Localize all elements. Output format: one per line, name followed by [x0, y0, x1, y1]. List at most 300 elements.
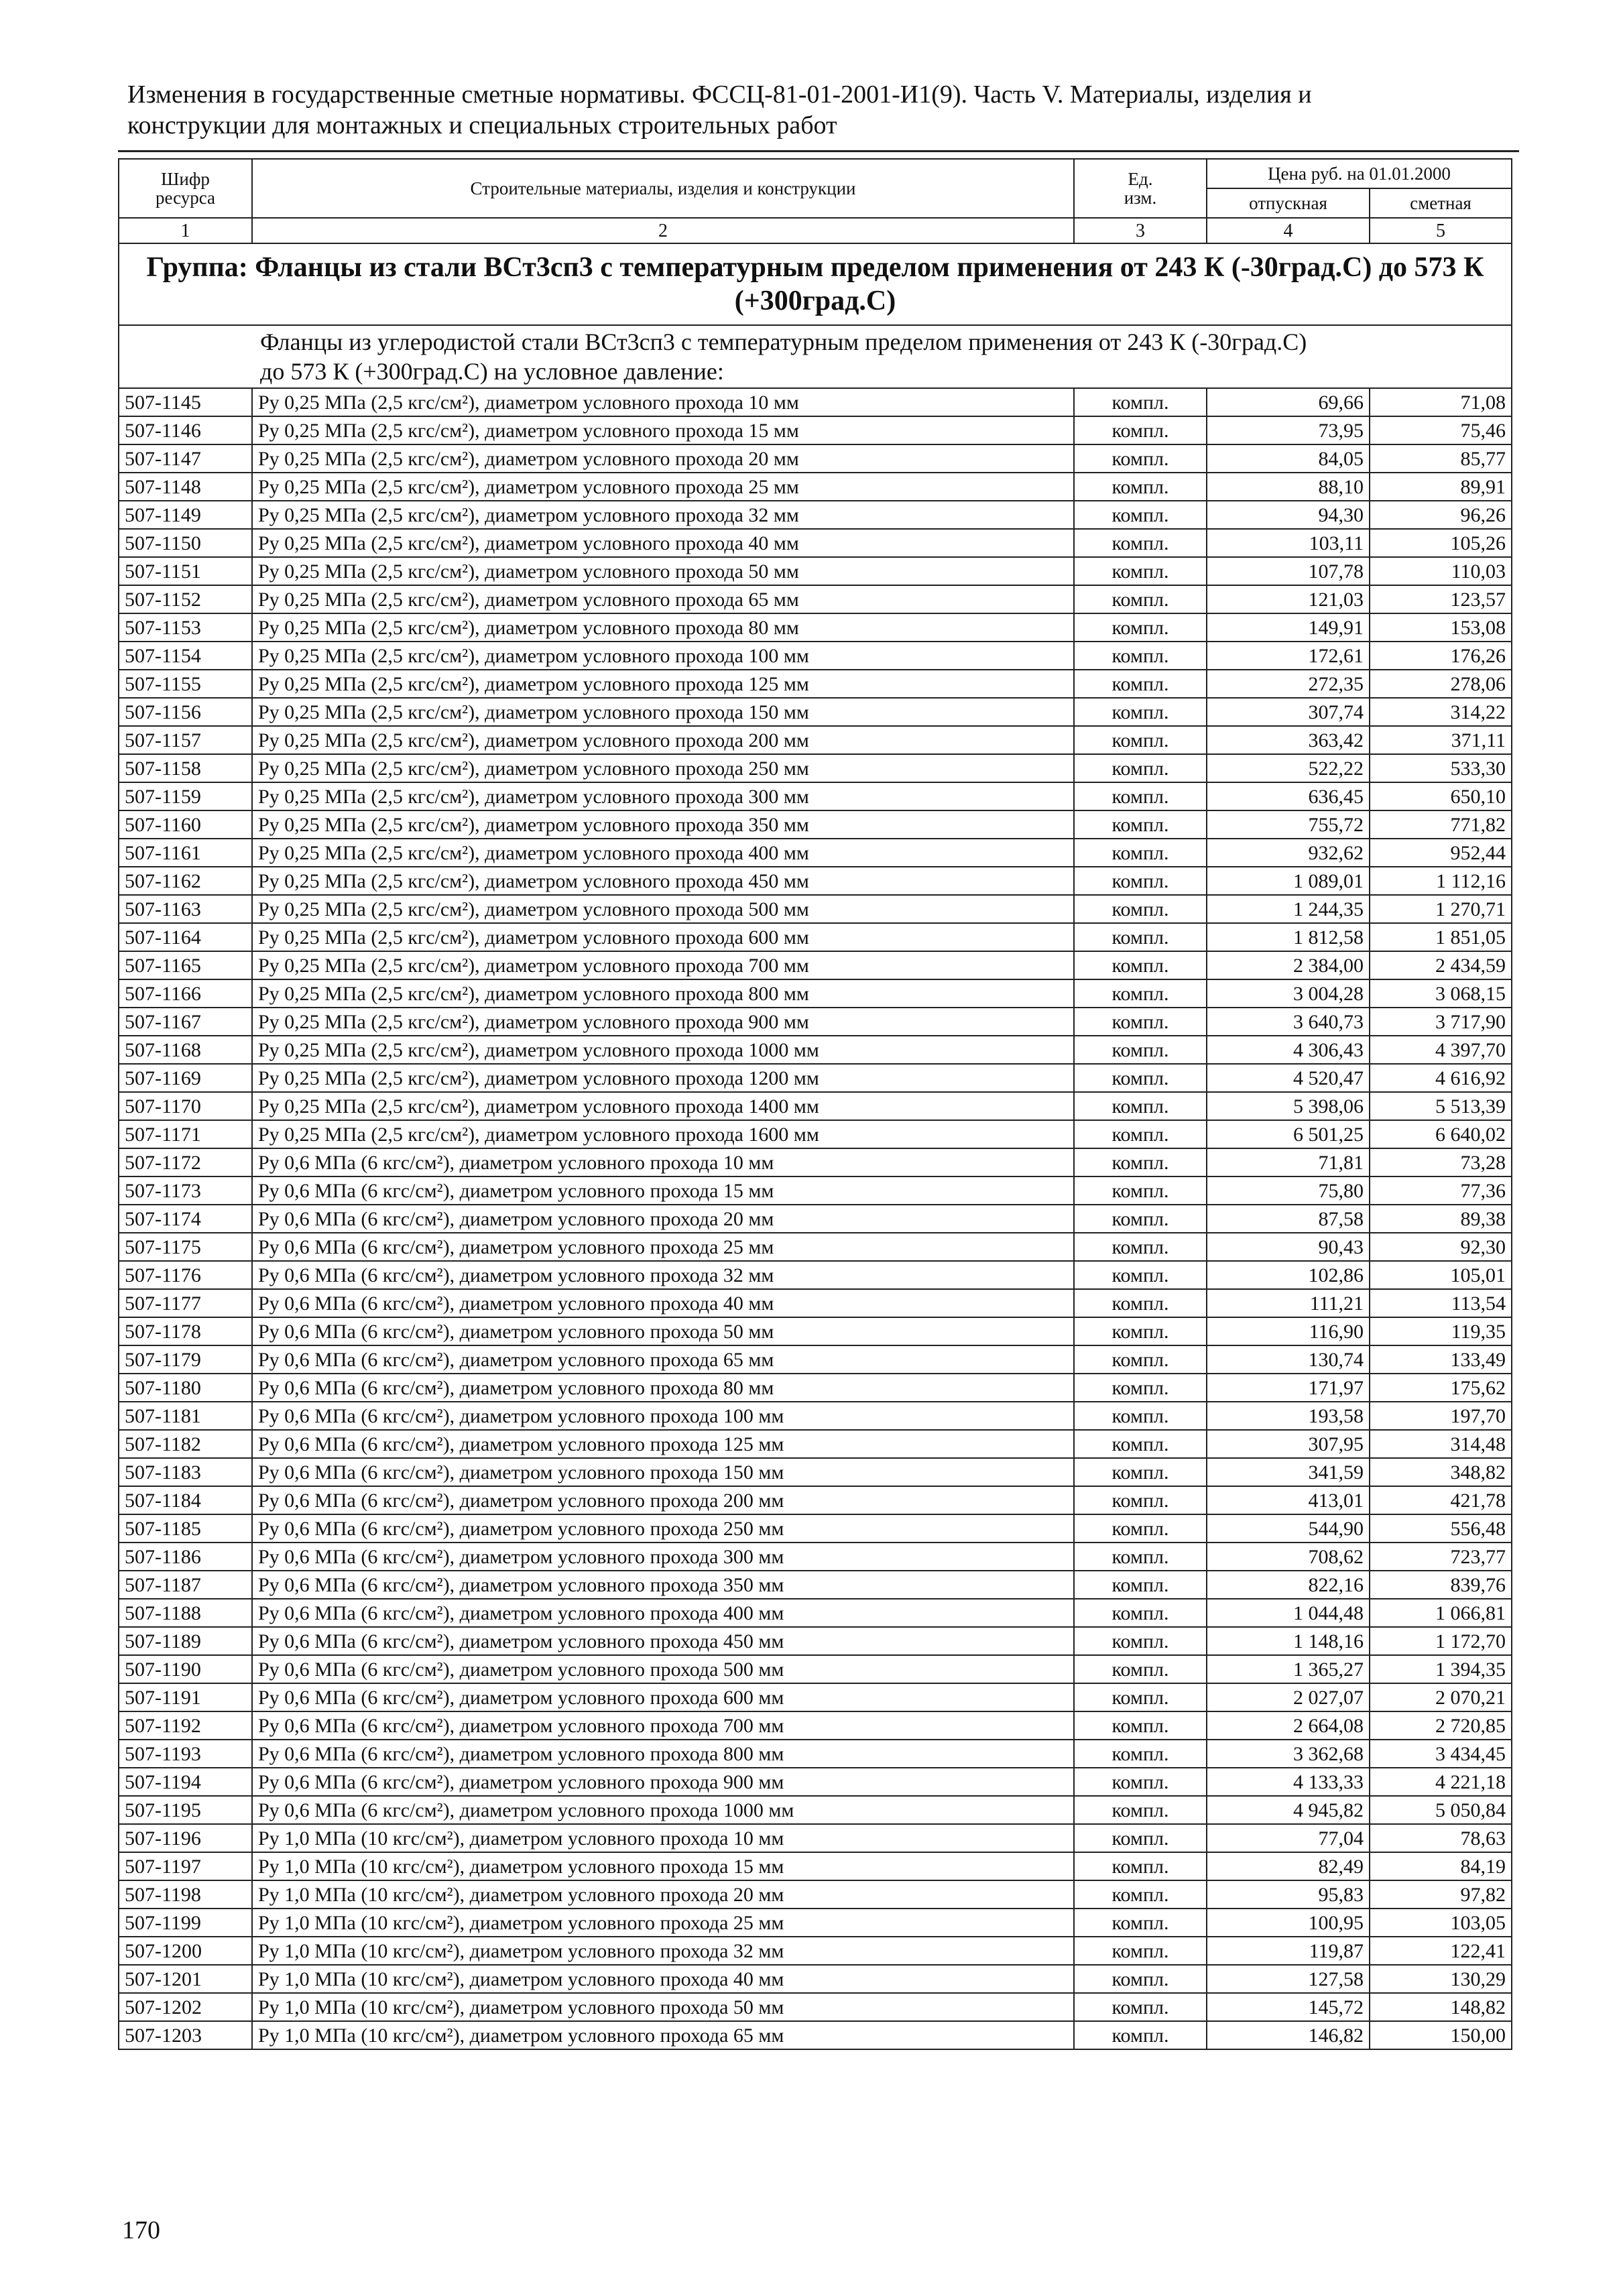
material-name: Ру 0,25 МПа (2,5 кгс/см²), диаметром условного прохода 10 мм — [252, 388, 1074, 416]
material-name: Ру 0,6 МПа (6 кгс/см²), диаметром условного прохода 100 мм — [252, 1402, 1074, 1430]
unit-of-measure: компл. — [1074, 473, 1207, 501]
release-price: 522,22 — [1207, 754, 1370, 782]
release-price: 2 384,00 — [1207, 951, 1370, 979]
table-row — [119, 1880, 1512, 1909]
resource-code: 507-1203 — [119, 2021, 252, 2049]
release-price: 193,58 — [1207, 1402, 1370, 1430]
table-row — [119, 1064, 1512, 1092]
material-name: Ру 0,6 МПа (6 кгс/см²), диаметром условного прохода 400 мм — [252, 1599, 1074, 1627]
table-row — [119, 1176, 1512, 1205]
table-row — [119, 782, 1512, 810]
estimate-price: 75,46 — [1370, 416, 1512, 444]
estimate-price: 1 394,35 — [1370, 1655, 1512, 1683]
resource-code: 507-1198 — [119, 1880, 252, 1909]
estimate-price: 421,78 — [1370, 1486, 1512, 1514]
column-number: 5 — [1370, 218, 1512, 243]
material-name: Ру 0,25 МПа (2,5 кгс/см²), диаметром условного прохода 1400 мм — [252, 1092, 1074, 1120]
material-name: Ру 0,25 МПа (2,5 кгс/см²), диаметром условного прохода 25 мм — [252, 473, 1074, 501]
unit-of-measure: компл. — [1074, 1008, 1207, 1036]
release-price: 755,72 — [1207, 810, 1370, 839]
unit-of-measure: компл. — [1074, 1486, 1207, 1514]
table-row — [119, 2021, 1512, 2049]
unit-of-measure: компл. — [1074, 1514, 1207, 1543]
table-row — [119, 1261, 1512, 1289]
column-number: 2 — [252, 218, 1074, 243]
unit-of-measure: компл. — [1074, 1402, 1207, 1430]
material-name: Ру 0,25 МПа (2,5 кгс/см²), диаметром условного прохода 15 мм — [252, 416, 1074, 444]
estimate-price: 150,00 — [1370, 2021, 1512, 2049]
estimate-price: 3 068,15 — [1370, 979, 1512, 1008]
unit-of-measure: компл. — [1074, 1036, 1207, 1064]
resource-code: 507-1195 — [119, 1796, 252, 1824]
table-row — [119, 839, 1512, 867]
material-name: Ру 0,25 МПа (2,5 кгс/см²), диаметром условного прохода 50 мм — [252, 557, 1074, 585]
material-name: Ру 0,6 МПа (6 кгс/см²), диаметром условного прохода 32 мм — [252, 1261, 1074, 1289]
release-price: 4 945,82 — [1207, 1796, 1370, 1824]
resource-code: 507-1179 — [119, 1345, 252, 1374]
estimate-price: 133,49 — [1370, 1345, 1512, 1374]
subgroup-title-line-2: до 573 К (+300град.С) на условное давление: — [260, 358, 724, 385]
unit-of-measure: компл. — [1074, 1120, 1207, 1148]
resource-code: 507-1167 — [119, 1008, 252, 1036]
release-price: 4 133,33 — [1207, 1768, 1370, 1796]
estimate-price: 1 270,71 — [1370, 895, 1512, 923]
table-row — [119, 1740, 1512, 1768]
material-name: Ру 0,25 МПа (2,5 кгс/см²), диаметром условного прохода 80 мм — [252, 613, 1074, 642]
estimate-price: 103,05 — [1370, 1909, 1512, 1937]
release-price: 71,81 — [1207, 1148, 1370, 1176]
release-price: 100,95 — [1207, 1909, 1370, 1937]
resource-code: 507-1165 — [119, 951, 252, 979]
resource-code: 507-1201 — [119, 1965, 252, 1993]
unit-of-measure: компл. — [1074, 1993, 1207, 2021]
table-row — [119, 1768, 1512, 1796]
estimate-price: 176,26 — [1370, 642, 1512, 670]
unit-of-measure: компл. — [1074, 698, 1207, 726]
table-row — [119, 1571, 1512, 1599]
table-row — [119, 1458, 1512, 1486]
resource-code: 507-1192 — [119, 1711, 252, 1740]
estimate-price: 175,62 — [1370, 1374, 1512, 1402]
resource-code: 507-1157 — [119, 726, 252, 754]
table-row — [119, 1514, 1512, 1543]
table-row — [119, 698, 1512, 726]
unit-of-measure: компл. — [1074, 1909, 1207, 1937]
estimate-price: 89,91 — [1370, 473, 1512, 501]
material-name: Ру 0,25 МПа (2,5 кгс/см²), диаметром условного прохода 200 мм — [252, 726, 1074, 754]
column-number: 4 — [1207, 218, 1370, 243]
release-price: 171,97 — [1207, 1374, 1370, 1402]
table-row — [119, 1008, 1512, 1036]
release-price: 4 520,47 — [1207, 1064, 1370, 1092]
estimate-price: 771,82 — [1370, 810, 1512, 839]
resource-code: 507-1160 — [119, 810, 252, 839]
material-name: Ру 0,25 МПа (2,5 кгс/см²), диаметром условного прохода 400 мм — [252, 839, 1074, 867]
estimate-price: 78,63 — [1370, 1824, 1512, 1852]
table-row — [119, 1430, 1512, 1458]
column-header-unit-line-2: изм. — [1124, 188, 1157, 208]
material-name: Ру 0,25 МПа (2,5 кгс/см²), диаметром условного прохода 20 мм — [252, 444, 1074, 473]
unit-of-measure: компл. — [1074, 1430, 1207, 1458]
resource-code: 507-1153 — [119, 613, 252, 642]
resource-code: 507-1180 — [119, 1374, 252, 1402]
estimate-price: 278,06 — [1370, 670, 1512, 698]
material-name: Ру 0,25 МПа (2,5 кгс/см²), диаметром условного прохода 1000 мм — [252, 1036, 1074, 1064]
unit-of-measure: компл. — [1074, 1852, 1207, 1880]
table-row — [119, 557, 1512, 585]
table-row — [119, 642, 1512, 670]
unit-of-measure: компл. — [1074, 810, 1207, 839]
release-price: 1 044,48 — [1207, 1599, 1370, 1627]
unit-of-measure: компл. — [1074, 726, 1207, 754]
unit-of-measure: компл. — [1074, 1711, 1207, 1740]
estimate-price: 4 397,70 — [1370, 1036, 1512, 1064]
estimate-price: 952,44 — [1370, 839, 1512, 867]
estimate-price: 97,82 — [1370, 1880, 1512, 1909]
material-name: Ру 0,6 МПа (6 кгс/см²), диаметром условного прохода 125 мм — [252, 1430, 1074, 1458]
resource-code: 507-1169 — [119, 1064, 252, 1092]
material-name: Ру 1,0 МПа (10 кгс/см²), диаметром условного прохода 32 мм — [252, 1937, 1074, 1965]
unit-of-measure: компл. — [1074, 754, 1207, 782]
table-row — [119, 1120, 1512, 1148]
unit-of-measure: компл. — [1074, 1233, 1207, 1261]
subgroup-title — [119, 325, 1512, 388]
header-line-2: конструкции для монтажных и специальных строительных работ — [127, 111, 837, 139]
release-price: 932,62 — [1207, 839, 1370, 867]
unit-of-measure: компл. — [1074, 951, 1207, 979]
table-row — [119, 1965, 1512, 1993]
material-name: Ру 0,6 МПа (6 кгс/см²), диаметром условного прохода 40 мм — [252, 1289, 1074, 1317]
estimate-price: 650,10 — [1370, 782, 1512, 810]
estimate-price: 89,38 — [1370, 1205, 1512, 1233]
unit-of-measure: компл. — [1074, 613, 1207, 642]
resource-code: 507-1186 — [119, 1543, 252, 1571]
resource-code: 507-1146 — [119, 416, 252, 444]
estimate-price: 85,77 — [1370, 444, 1512, 473]
resource-code: 507-1177 — [119, 1289, 252, 1317]
release-price: 413,01 — [1207, 1486, 1370, 1514]
unit-of-measure: компл. — [1074, 388, 1207, 416]
release-price: 272,35 — [1207, 670, 1370, 698]
unit-of-measure: компл. — [1074, 1655, 1207, 1683]
release-price: 544,90 — [1207, 1514, 1370, 1543]
unit-of-measure: компл. — [1074, 1768, 1207, 1796]
material-name: Ру 0,6 МПа (6 кгс/см²), диаметром условного прохода 50 мм — [252, 1317, 1074, 1345]
material-name: Ру 0,25 МПа (2,5 кгс/см²), диаметром условного прохода 1600 мм — [252, 1120, 1074, 1148]
table-row — [119, 1909, 1512, 1937]
column-header-price: Цена руб. на 01.01.2000 — [1207, 159, 1512, 188]
resource-code: 507-1185 — [119, 1514, 252, 1543]
resource-code: 507-1166 — [119, 979, 252, 1008]
material-name: Ру 0,25 МПа (2,5 кгс/см²), диаметром условного прохода 125 мм — [252, 670, 1074, 698]
estimate-price: 5 513,39 — [1370, 1092, 1512, 1120]
release-price: 69,66 — [1207, 388, 1370, 416]
resource-code: 507-1156 — [119, 698, 252, 726]
column-number: 3 — [1074, 218, 1207, 243]
material-name: Ру 0,6 МПа (6 кгс/см²), диаметром условного прохода 10 мм — [252, 1148, 1074, 1176]
material-name: Ру 0,25 МПа (2,5 кгс/см²), диаметром условного прохода 450 мм — [252, 867, 1074, 895]
unit-of-measure: компл. — [1074, 416, 1207, 444]
release-price: 73,95 — [1207, 416, 1370, 444]
table-row — [119, 1317, 1512, 1345]
estimate-price: 96,26 — [1370, 501, 1512, 529]
release-price: 88,10 — [1207, 473, 1370, 501]
estimate-price: 71,08 — [1370, 388, 1512, 416]
material-name: Ру 0,25 МПа (2,5 кгс/см²), диаметром условного прохода 300 мм — [252, 782, 1074, 810]
release-price: 116,90 — [1207, 1317, 1370, 1345]
unit-of-measure: компл. — [1074, 1289, 1207, 1317]
material-name: Ру 0,25 МПа (2,5 кгс/см²), диаметром условного прохода 900 мм — [252, 1008, 1074, 1036]
column-number: 1 — [119, 218, 252, 243]
column-header-code-line-1: Шифр — [161, 169, 210, 189]
material-name: Ру 0,6 МПа (6 кгс/см²), диаметром условного прохода 1000 мм — [252, 1796, 1074, 1824]
estimate-price: 723,77 — [1370, 1543, 1512, 1571]
estimate-price: 2 720,85 — [1370, 1711, 1512, 1740]
estimate-price: 84,19 — [1370, 1852, 1512, 1880]
estimate-price: 2 434,59 — [1370, 951, 1512, 979]
material-name: Ру 0,6 МПа (6 кгс/см²), диаметром условного прохода 15 мм — [252, 1176, 1074, 1205]
material-name: Ру 0,6 МПа (6 кгс/см²), диаметром условного прохода 150 мм — [252, 1458, 1074, 1486]
material-name: Ру 0,25 МПа (2,5 кгс/см²), диаметром условного прохода 800 мм — [252, 979, 1074, 1008]
unit-of-measure: компл. — [1074, 1458, 1207, 1486]
material-name: Ру 0,6 МПа (6 кгс/см²), диаметром условного прохода 20 мм — [252, 1205, 1074, 1233]
release-price: 84,05 — [1207, 444, 1370, 473]
material-name: Ру 0,6 МПа (6 кгс/см²), диаметром условного прохода 80 мм — [252, 1374, 1074, 1402]
release-price: 1 365,27 — [1207, 1655, 1370, 1683]
estimate-price: 3 434,45 — [1370, 1740, 1512, 1768]
table-header-row — [119, 159, 1512, 188]
release-price: 307,74 — [1207, 698, 1370, 726]
unit-of-measure: компл. — [1074, 1740, 1207, 1768]
estimate-price: 123,57 — [1370, 585, 1512, 613]
material-name: Ру 0,25 МПа (2,5 кгс/см²), диаметром условного прохода 600 мм — [252, 923, 1074, 951]
estimate-price: 6 640,02 — [1370, 1120, 1512, 1148]
estimate-price: 153,08 — [1370, 613, 1512, 642]
resource-code: 507-1171 — [119, 1120, 252, 1148]
release-price: 2 027,07 — [1207, 1683, 1370, 1711]
table-row — [119, 1627, 1512, 1655]
material-name: Ру 0,25 МПа (2,5 кгс/см²), диаметром условного прохода 40 мм — [252, 529, 1074, 557]
release-price: 77,04 — [1207, 1824, 1370, 1852]
unit-of-measure: компл. — [1074, 642, 1207, 670]
release-price: 95,83 — [1207, 1880, 1370, 1909]
release-price: 130,74 — [1207, 1345, 1370, 1374]
estimate-price: 92,30 — [1370, 1233, 1512, 1261]
material-name: Ру 0,6 МПа (6 кгс/см²), диаметром условного прохода 700 мм — [252, 1711, 1074, 1740]
column-header-release-price: отпускная — [1207, 188, 1370, 218]
material-name: Ру 0,25 МПа (2,5 кгс/см²), диаметром условного прохода 65 мм — [252, 585, 1074, 613]
resource-code: 507-1163 — [119, 895, 252, 923]
resource-code: 507-1145 — [119, 388, 252, 416]
table-row — [119, 1796, 1512, 1824]
material-name: Ру 0,25 МПа (2,5 кгс/см²), диаметром условного прохода 32 мм — [252, 501, 1074, 529]
estimate-price: 122,41 — [1370, 1937, 1512, 1965]
column-number-row — [119, 218, 1512, 243]
header-line-1: Изменения в государственные сметные нормативы. ФССЦ-81-01-2001-И1(9). Часть V. Материалы, изделия и — [127, 80, 1312, 109]
unit-of-measure: компл. — [1074, 1205, 1207, 1233]
unit-of-measure: компл. — [1074, 1824, 1207, 1852]
release-price: 708,62 — [1207, 1543, 1370, 1571]
unit-of-measure: компл. — [1074, 1064, 1207, 1092]
table-row — [119, 1852, 1512, 1880]
unit-of-measure: компл. — [1074, 1683, 1207, 1711]
material-name: Ру 0,25 МПа (2,5 кгс/см²), диаметром условного прохода 1200 мм — [252, 1064, 1074, 1092]
table-row — [119, 416, 1512, 444]
table-row — [119, 1092, 1512, 1120]
table-row — [119, 923, 1512, 951]
unit-of-measure: компл. — [1074, 782, 1207, 810]
resource-code: 507-1188 — [119, 1599, 252, 1627]
document-header — [127, 79, 1515, 141]
resource-code: 507-1162 — [119, 867, 252, 895]
material-name: Ру 0,25 МПа (2,5 кгс/см²), диаметром условного прохода 350 мм — [252, 810, 1074, 839]
unit-of-measure: компл. — [1074, 1176, 1207, 1205]
release-price: 1 812,58 — [1207, 923, 1370, 951]
column-header-estimate-price: сметная — [1370, 188, 1512, 218]
release-price: 2 664,08 — [1207, 1711, 1370, 1740]
column-header-code — [119, 159, 252, 218]
table-row — [119, 613, 1512, 642]
estimate-price: 1 851,05 — [1370, 923, 1512, 951]
table-row — [119, 1655, 1512, 1683]
estimate-price: 73,28 — [1370, 1148, 1512, 1176]
price-table-body — [119, 243, 1512, 2049]
estimate-price: 314,48 — [1370, 1430, 1512, 1458]
release-price: 1 244,35 — [1207, 895, 1370, 923]
release-price: 82,49 — [1207, 1852, 1370, 1880]
material-name: Ру 1,0 МПа (10 кгс/см²), диаметром условного прохода 40 мм — [252, 1965, 1074, 1993]
unit-of-measure: компл. — [1074, 1317, 1207, 1345]
resource-code: 507-1168 — [119, 1036, 252, 1064]
unit-of-measure: компл. — [1074, 1880, 1207, 1909]
material-name: Ру 1,0 МПа (10 кгс/см²), диаметром условного прохода 65 мм — [252, 2021, 1074, 2049]
resource-code: 507-1173 — [119, 1176, 252, 1205]
estimate-price: 4 616,92 — [1370, 1064, 1512, 1092]
estimate-price: 4 221,18 — [1370, 1768, 1512, 1796]
release-price: 363,42 — [1207, 726, 1370, 754]
resource-code: 507-1187 — [119, 1571, 252, 1599]
table-row — [119, 1233, 1512, 1261]
resource-code: 507-1147 — [119, 444, 252, 473]
release-price: 307,95 — [1207, 1430, 1370, 1458]
estimate-price: 3 717,90 — [1370, 1008, 1512, 1036]
table-row — [119, 529, 1512, 557]
material-name: Ру 0,6 МПа (6 кгс/см²), диаметром условного прохода 300 мм — [252, 1543, 1074, 1571]
resource-code: 507-1200 — [119, 1937, 252, 1965]
table-row — [119, 1683, 1512, 1711]
release-price: 102,86 — [1207, 1261, 1370, 1289]
unit-of-measure: компл. — [1074, 529, 1207, 557]
unit-of-measure: компл. — [1074, 2021, 1207, 2049]
release-price: 1 148,16 — [1207, 1627, 1370, 1655]
material-name: Ру 0,6 МПа (6 кгс/см²), диаметром условного прохода 25 мм — [252, 1233, 1074, 1261]
estimate-price: 119,35 — [1370, 1317, 1512, 1345]
release-price: 149,91 — [1207, 613, 1370, 642]
release-price: 822,16 — [1207, 1571, 1370, 1599]
estimate-price: 839,76 — [1370, 1571, 1512, 1599]
resource-code: 507-1164 — [119, 923, 252, 951]
resource-code: 507-1155 — [119, 670, 252, 698]
resource-code: 507-1182 — [119, 1430, 252, 1458]
resource-code: 507-1148 — [119, 473, 252, 501]
material-name: Ру 0,25 МПа (2,5 кгс/см²), диаметром условного прохода 150 мм — [252, 698, 1074, 726]
resource-code: 507-1183 — [119, 1458, 252, 1486]
table-row — [119, 867, 1512, 895]
table-row — [119, 1824, 1512, 1852]
resource-code: 507-1174 — [119, 1205, 252, 1233]
release-price: 87,58 — [1207, 1205, 1370, 1233]
estimate-price: 1 066,81 — [1370, 1599, 1512, 1627]
table-row — [119, 388, 1512, 416]
estimate-price: 2 070,21 — [1370, 1683, 1512, 1711]
column-header-unit — [1074, 159, 1207, 218]
table-row — [119, 1374, 1512, 1402]
table-row — [119, 444, 1512, 473]
estimate-price: 148,82 — [1370, 1993, 1512, 2021]
resource-code: 507-1196 — [119, 1824, 252, 1852]
table-row — [119, 1148, 1512, 1176]
material-name: Ру 0,25 МПа (2,5 кгс/см²), диаметром условного прохода 100 мм — [252, 642, 1074, 670]
table-row — [119, 1937, 1512, 1965]
unit-of-measure: компл. — [1074, 1937, 1207, 1965]
material-name: Ру 0,25 МПа (2,5 кгс/см²), диаметром условного прохода 500 мм — [252, 895, 1074, 923]
unit-of-measure: компл. — [1074, 923, 1207, 951]
table-row — [119, 1711, 1512, 1740]
estimate-price: 105,26 — [1370, 529, 1512, 557]
unit-of-measure: компл. — [1074, 1261, 1207, 1289]
release-price: 3 362,68 — [1207, 1740, 1370, 1768]
material-name: Ру 1,0 МПа (10 кгс/см²), диаметром условного прохода 15 мм — [252, 1852, 1074, 1880]
unit-of-measure: компл. — [1074, 1374, 1207, 1402]
material-name: Ру 0,6 МПа (6 кгс/см²), диаметром условного прохода 800 мм — [252, 1740, 1074, 1768]
release-price: 3 004,28 — [1207, 979, 1370, 1008]
release-price: 3 640,73 — [1207, 1008, 1370, 1036]
resource-code: 507-1150 — [119, 529, 252, 557]
header-rule — [118, 150, 1519, 152]
material-name: Ру 0,6 МПа (6 кгс/см²), диаметром условного прохода 350 мм — [252, 1571, 1074, 1599]
resource-code: 507-1197 — [119, 1852, 252, 1880]
table-row — [119, 951, 1512, 979]
table-row — [119, 1205, 1512, 1233]
material-name: Ру 1,0 МПа (10 кгс/см²), диаметром условного прохода 20 мм — [252, 1880, 1074, 1909]
table-row — [119, 585, 1512, 613]
release-price: 75,80 — [1207, 1176, 1370, 1205]
release-price: 146,82 — [1207, 2021, 1370, 2049]
estimate-price: 130,29 — [1370, 1965, 1512, 1993]
release-price: 341,59 — [1207, 1458, 1370, 1486]
column-header-code-line-2: ресурса — [155, 188, 216, 208]
table-row — [119, 1289, 1512, 1317]
unit-of-measure: компл. — [1074, 1543, 1207, 1571]
table-row — [119, 1036, 1512, 1064]
table-row — [119, 501, 1512, 529]
material-name: Ру 0,6 МПа (6 кгс/см²), диаметром условного прохода 500 мм — [252, 1655, 1074, 1683]
release-price: 6 501,25 — [1207, 1120, 1370, 1148]
material-name: Ру 0,6 МПа (6 кгс/см²), диаметром условного прохода 65 мм — [252, 1345, 1074, 1374]
unit-of-measure: компл. — [1074, 1965, 1207, 1993]
release-price: 119,87 — [1207, 1937, 1370, 1965]
release-price: 5 398,06 — [1207, 1092, 1370, 1120]
unit-of-measure: компл. — [1074, 670, 1207, 698]
resource-code: 507-1193 — [119, 1740, 252, 1768]
resource-code: 507-1170 — [119, 1092, 252, 1120]
resource-code: 507-1178 — [119, 1317, 252, 1345]
release-price: 127,58 — [1207, 1965, 1370, 1993]
estimate-price: 1 172,70 — [1370, 1627, 1512, 1655]
unit-of-measure: компл. — [1074, 1571, 1207, 1599]
material-name: Ру 0,6 МПа (6 кгс/см²), диаметром условного прохода 200 мм — [252, 1486, 1074, 1514]
estimate-price: 533,30 — [1370, 754, 1512, 782]
